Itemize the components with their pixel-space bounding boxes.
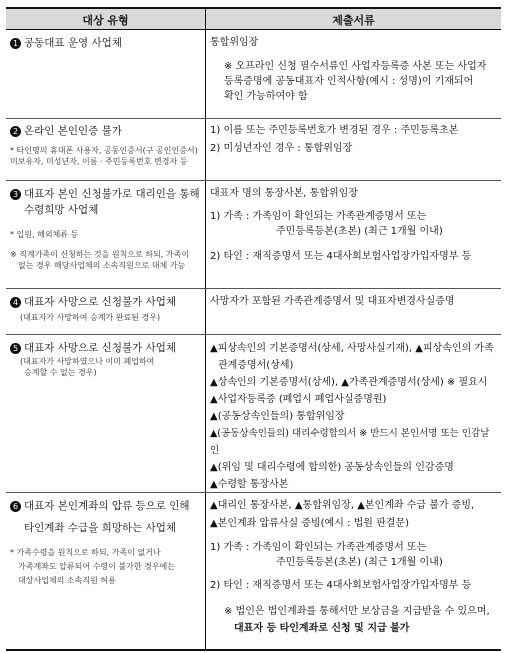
row-5-docs: [210, 340, 497, 493]
header-target-type: 대상 유형: [82, 14, 129, 27]
document-table: [6, 7, 501, 651]
row-4-note: [10, 312, 202, 323]
table-header: [6, 9, 501, 30]
row-5-note: [10, 356, 202, 378]
row-4-docs: [210, 294, 497, 309]
note-line: ※ 오프라인 신청 필수서류인 사업자등록증 사본 또는 사업자: [224, 61, 487, 72]
number-badge: 2: [10, 126, 21, 137]
row-divider: [6, 180, 501, 181]
note-line: ※ 법인은 법인계좌를 통해서만 보상금을 지급받을 수 있으며,: [224, 606, 490, 617]
doc-line: 대표자 명의 통장사본, 통합위임장: [210, 188, 358, 199]
doc-line: ▲상속인의 기본증명서(상세), ▲가족관계증명서(상세) ※ 필요시: [210, 377, 488, 388]
note-line: * 타인명의 휴대폰 사용자, 공동인증서(구 공인인증서): [10, 146, 198, 155]
doc-line: 주민등록등본(초본) (최근 1개월 이내): [276, 226, 443, 237]
row-divider: [6, 334, 501, 335]
doc-line: ▲본인계좌 압류사실 증빙(예시 : 법원 판결문): [210, 518, 409, 529]
row-3-title-2: 수령희망 사업체: [24, 204, 99, 216]
note-line: 확인 가능하여야 함: [224, 91, 308, 102]
note-line: 승계할 수 없는 경우): [24, 368, 97, 377]
note-line: (대표자가 사망하여 승계가 완료된 경우): [20, 313, 161, 322]
number-badge: 1: [10, 38, 21, 49]
column-divider: [205, 9, 206, 649]
doc-line: 2) 타인 : 재직증명서 또는 4대사회보험사업장가입자명부 등: [210, 580, 472, 591]
note-line: 없는 경우 해당사업체의 소속직원으로 대체 가능: [18, 261, 186, 270]
doc-line: ▲수령할 통장사본: [210, 479, 289, 490]
row-6-footnote: [210, 603, 497, 637]
doc-line: ▲사업자등록증 (폐업시 폐업사실증명원): [210, 394, 387, 405]
doc-line: 1) 가족 : 가족임이 확인되는 가족관계증명서 또는: [210, 542, 427, 553]
row-3-title: 대표자 본인 신청불가로 대리인을 통해: [24, 188, 200, 200]
note-line: * 입원, 해외체류 등: [10, 230, 79, 239]
doc-line: 1) 이름 또는 주민등록번호가 변경된 경우 : 주민등록초본: [210, 125, 459, 136]
note-line: 대표자 등 타인계좌로 신청 및 지급 불가: [234, 623, 410, 634]
row-divider: [6, 118, 501, 119]
doc-line: ▲피상속인의 기본증명서(상세, 사망사실기재), ▲피상속인의 가족: [210, 343, 494, 354]
row-6-title-2: 타인계좌 수급을 희망하는 사업체: [24, 522, 177, 534]
row-5-title: 대표자 사망으로 신청불가 사업체: [24, 342, 177, 354]
row-2-note: [10, 145, 202, 167]
row-6-type: [10, 498, 202, 536]
row-6-docs: [210, 498, 497, 637]
note-line: ※ 직계가족이 신청하는 것을 원칙으로 하되, 가족이: [10, 250, 190, 259]
row-2-docs: [210, 123, 497, 156]
doc-line: 2) 타인 : 재직증명서 또는 4대사회보험사업장가입자명부 등: [210, 251, 472, 262]
row-1-title: 공동대표 운영 사업체: [24, 37, 122, 49]
row-3-type: [10, 186, 202, 218]
row-6-title: 대표자 본인계좌의 압류 등으로 인해: [24, 500, 190, 512]
doc-line: ▲대리인 통장사본, ▲통합위임장, ▲본인계좌 수급 불가 증빙,: [210, 500, 475, 511]
doc-line: 관계증명서(상세): [218, 360, 294, 371]
note-line: 등록증명에 공동대표자 인적사항(예시 : 성명)이 기재되어: [224, 76, 474, 87]
note-line: 가족계좌도 압류되어 수령이 불가한 경우에는: [18, 562, 176, 571]
row-5-type: [10, 340, 202, 356]
doc-line: 1) 가족 : 가족임이 확인되는 가족관계증명서 또는: [210, 211, 427, 222]
row-4-title: 대표자 사망으로 신청불가 사업체: [24, 296, 177, 308]
note-line: * 가족수령을 원칙으로 하되, 가족이 없거나: [10, 548, 161, 557]
row-divider: [6, 288, 501, 289]
row-6-note: [10, 546, 202, 588]
row-2-type: [10, 123, 202, 139]
note-line: 미보유자, 미성년자, 이름 · 주민등록번호 변경자 등: [10, 157, 188, 166]
row-2-title: 온라인 본인인증 불가: [24, 125, 122, 137]
row-1-note: [210, 59, 497, 104]
number-badge: 6: [10, 501, 21, 512]
doc-line: ▲(위임 및 대리수령에 합의한) 공동상속인들의 인감증명: [210, 462, 454, 473]
doc-line: 사망자가 포함된 가족관계증명서 및 대표자변경사실증명: [210, 296, 455, 307]
row-3-docs: [210, 186, 497, 264]
doc-line: ▲(공동상속인들의) 통합위임장: [210, 411, 345, 422]
row-3-note: [10, 229, 202, 271]
number-badge: 4: [10, 297, 21, 308]
row-1-docs: [210, 35, 497, 104]
row-4-type: [10, 294, 202, 310]
row-1-type: [10, 35, 202, 51]
row-1-doc: 통합위임장: [210, 37, 259, 48]
number-badge: 3: [10, 189, 21, 200]
number-badge: 5: [10, 343, 21, 354]
doc-line: 주민등록등본(초본) (최근 1개월 이내): [276, 557, 443, 568]
note-line: 대상사업체의 소속직원 허용: [18, 576, 116, 585]
note-line: (대표자가 사망하였으나 이미 폐업하여: [20, 357, 155, 366]
doc-line: 2) 미성년자인 경우 : 통합위임장: [210, 143, 353, 154]
header-documents: 제출서류: [332, 14, 375, 27]
doc-line: ▲(공동상속인들의) 대리수령합의서 ※ 반드시 본인서명 또는 인감날인: [210, 428, 490, 456]
